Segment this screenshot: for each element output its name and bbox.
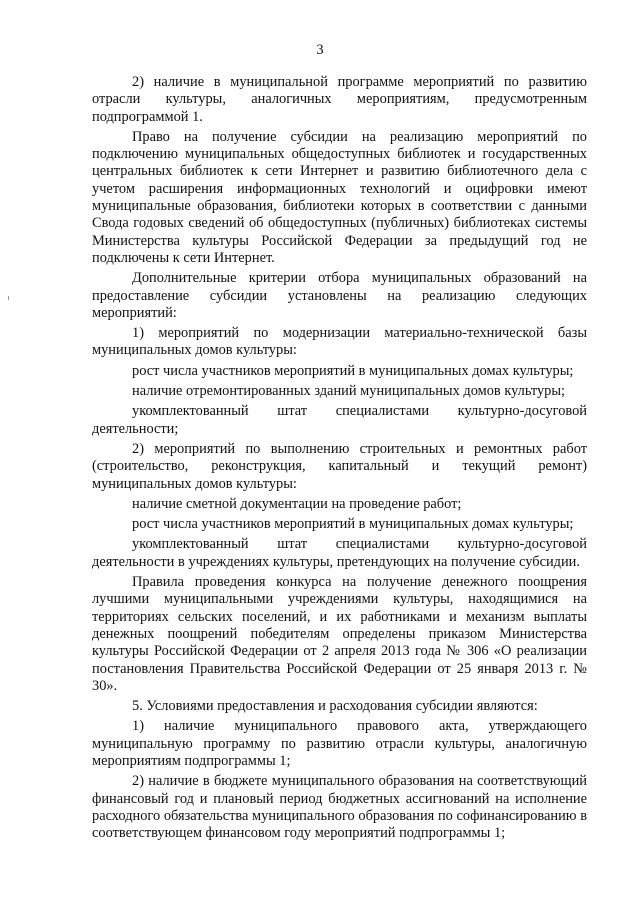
paragraph-condition-legal-act: 1) наличие муниципального правового акта, утверждающего муниципальную программу по развитию отрасли культуры, аналогичную мероприятиям подпрограммы 1; bbox=[92, 718, 587, 769]
paragraph-additional-criteria: Дополнительные критерии отбора муниципальных образований на предоставление субсидии установлены на реализацию следующих мероприятий: bbox=[92, 270, 587, 321]
paragraph-construction: 2) мероприятий по выполнению строительных и ремонтных работ (строительство, реконструкция, капитальный и текущий ремонт) муниципальных домов культуры: bbox=[92, 440, 587, 492]
paragraph-internet-subsidy: Право на получение субсидии на реализацию мероприятий по подключению муниципальных общедоступных библиотек и государственных центральных библиотек к сети Интернет и развитию библиотечного дела с учетом расширения информационных технологий и оцифровки имеют муниципальные образования, библиотеки которых в соответствии с данными Свода годовых сведений об общедоступных (публичных) библиотеках системы Министерства культуры Российской Федерации за предыдущий год не подключены к сети Интернет. bbox=[92, 128, 587, 266]
paragraph-conditions-heading: 5. Условиями предоставления и расходования субсидии являются: bbox=[132, 698, 538, 715]
list-item: укомплектованный штат специалистами культурно-досуговой деятельности; bbox=[92, 403, 587, 437]
paragraph-modernization: 1) мероприятий по модернизации материально-технической базы муниципальных домов культуры: bbox=[92, 325, 587, 359]
list-item: рост числа участников мероприятий в муниципальных домах культуры; bbox=[132, 362, 574, 379]
document-body bbox=[92, 74, 587, 842]
list-item: укомплектованный штат специалистами культурно-досуговой деятельности в учреждениях культуры, претендующих на получение субсидии. bbox=[92, 536, 587, 570]
paragraph-contest-rules: Правила проведения конкурса на получение денежного поощрения лучшими муниципальными учреждениями культуры, находящимися на территориях сельских поселений, и их работниками и механизм выплаты денежных поощрений победителям определены приказом Министерства культуры Российской Федерации от 2 апреля 2013 года № 306 «О реализации постановления Правительства Российской Федерации от 25 января 2013 г. № 30». bbox=[92, 574, 587, 694]
page-number: 3 bbox=[316, 42, 324, 58]
paragraph-condition-2: 2) наличие в муниципальной программе мероприятий по развитию отрасли культуры, аналогичных мероприятиям, предусмотренным подпрограммой 1. bbox=[92, 74, 587, 125]
list-item: рост числа участников мероприятий в муниципальных домах культуры; bbox=[132, 516, 574, 533]
list-item: наличие сметной документации на проведение работ; bbox=[132, 495, 462, 512]
margin-mark bbox=[8, 296, 9, 300]
paragraph-condition-budget: 2) наличие в бюджете муниципального образования на соответствующий финансовый год и плановый период бюджетных ассигнований на исполнение расходного обязательства муниципального образования по софинансированию в соответствующем финансовом году мероприятий подпрограммы 1; bbox=[92, 773, 587, 842]
list-item: наличие отремонтированных зданий муниципальных домов культуры; bbox=[132, 383, 566, 400]
